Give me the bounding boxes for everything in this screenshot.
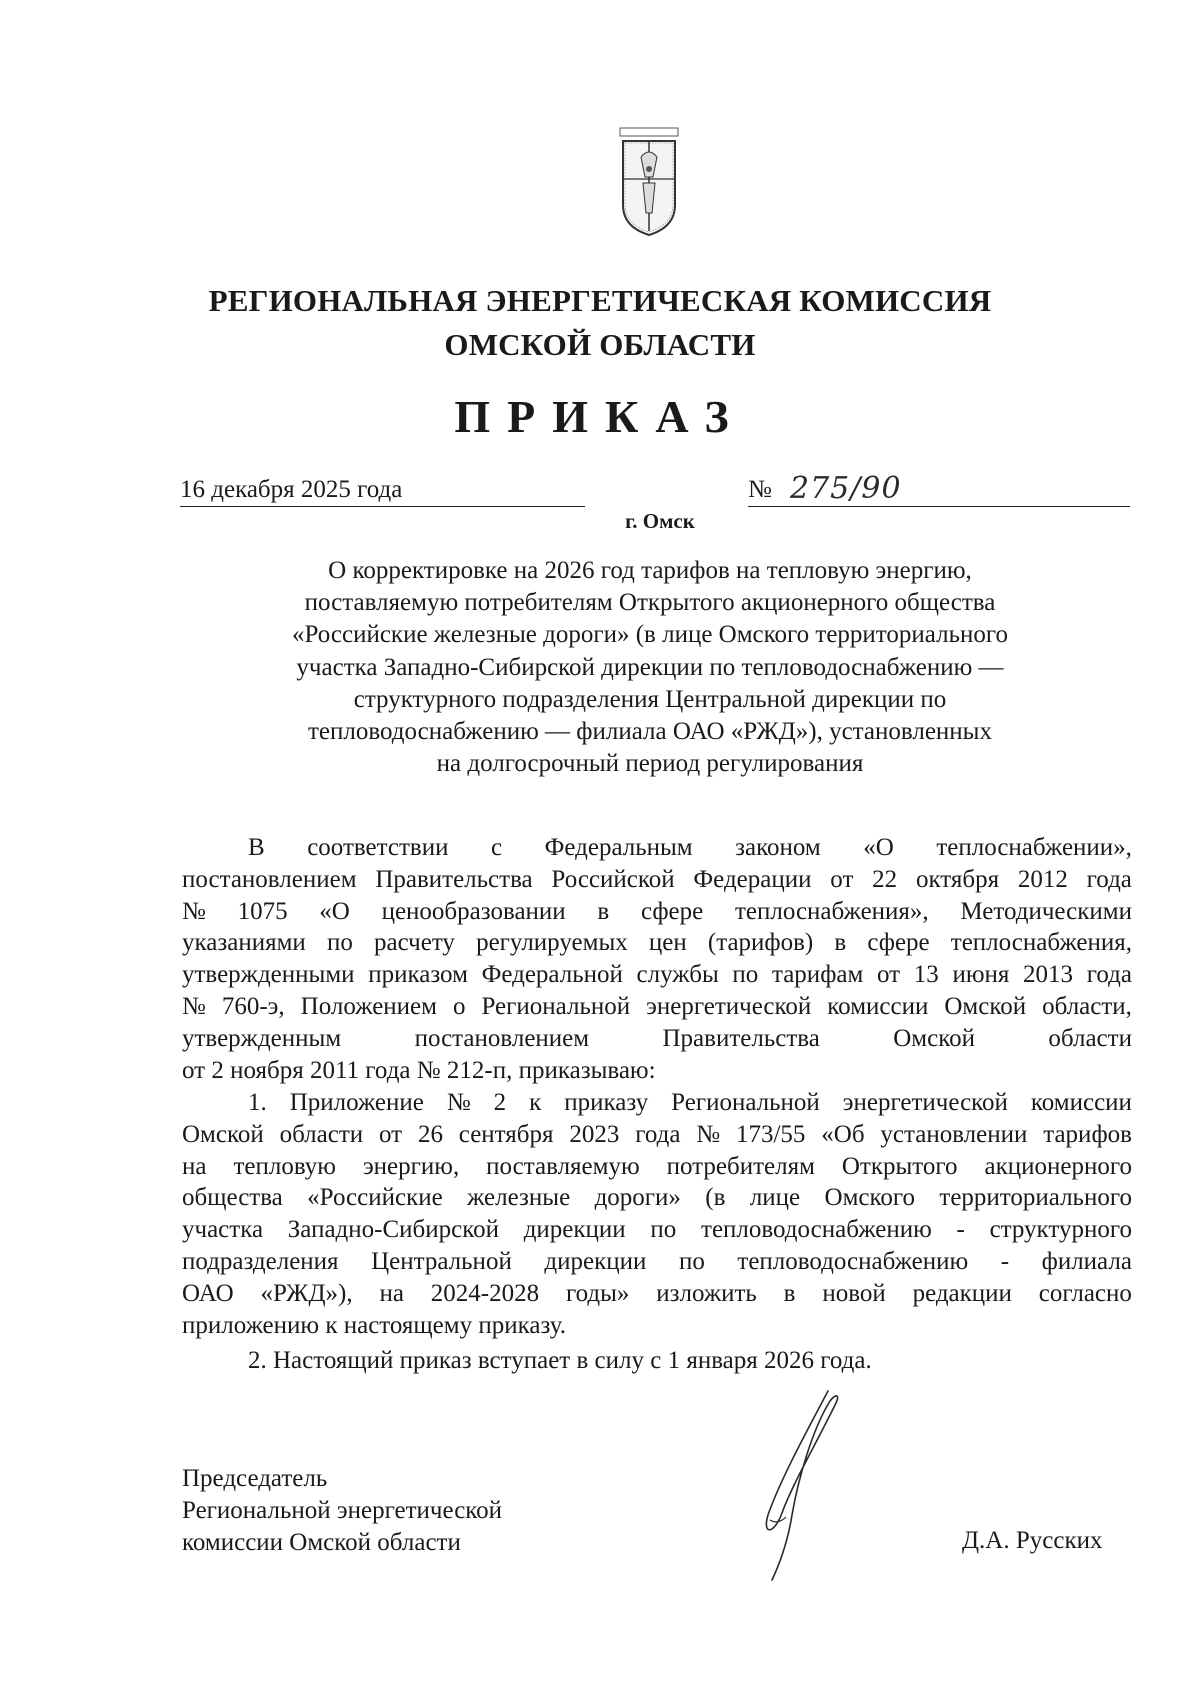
word: года: [1086, 865, 1132, 893]
word: 173/55: [735, 1120, 806, 1148]
order-item-1: [182, 1087, 1132, 1341]
word: энергетической: [646, 992, 812, 1020]
word: №: [696, 1120, 721, 1148]
word: на: [379, 1279, 404, 1307]
word: сфере: [867, 929, 930, 957]
preamble-line: от 2 ноября 2011 года № 212-п, приказываю:: [182, 1056, 656, 1084]
word: Омской: [944, 992, 1027, 1020]
word: Российской: [551, 865, 675, 893]
word: подразделения: [182, 1247, 339, 1275]
word: 13: [913, 961, 939, 989]
item1-line: [182, 1119, 1132, 1151]
document-date: 16 декабря 2025 года: [180, 476, 403, 503]
word: поставляемую: [486, 1152, 640, 1180]
word: лице: [749, 1184, 801, 1212]
word: тепловодоснабжению: [701, 1216, 932, 1244]
number-sign: №: [748, 476, 772, 503]
word: Правительства: [662, 1024, 820, 1052]
word: дирекции: [523, 1216, 626, 1244]
word: Федеральным: [544, 834, 693, 861]
word: комиссии: [827, 992, 929, 1020]
preamble-line: [182, 927, 1132, 959]
organization-name-line2: ОМСКОЙ ОБЛАСТИ: [444, 327, 756, 362]
word: цен: [648, 929, 687, 957]
handwritten-signature: [740, 1385, 870, 1585]
item1-line: [182, 1182, 1132, 1214]
word: по: [650, 1216, 677, 1244]
item1-line: [182, 1246, 1132, 1278]
word: Федеральной: [481, 961, 623, 989]
preamble-line: [182, 991, 1132, 1023]
word: утвержденными: [182, 961, 355, 989]
date-field: [180, 472, 585, 507]
word: редакции: [912, 1279, 1012, 1307]
word: сфере: [640, 897, 704, 925]
document-subject: [230, 555, 1070, 780]
word: Региональной: [481, 992, 631, 1020]
number-field: [748, 470, 1130, 507]
word: «Российские: [307, 1184, 443, 1212]
word: структурного: [989, 1216, 1132, 1244]
word: указаниями: [182, 929, 306, 957]
word: Центральной: [371, 1247, 512, 1275]
word: изложить: [656, 1279, 757, 1307]
document-city: г. Омск: [625, 509, 695, 533]
preamble-line: [182, 959, 1132, 991]
word: №: [182, 992, 206, 1020]
word: тарифам: [771, 961, 864, 989]
word: филиала: [1041, 1247, 1132, 1275]
word: тарифов: [1043, 1120, 1132, 1148]
word: 2012: [1017, 865, 1068, 893]
word: с: [490, 834, 503, 861]
word: комиссии: [1030, 1089, 1132, 1116]
word: Методическими: [960, 897, 1132, 925]
word: в: [783, 1279, 796, 1307]
preamble-line: [182, 832, 1132, 864]
word: приказу: [564, 1089, 649, 1116]
word: соответствии: [307, 834, 449, 861]
word: новой: [822, 1279, 886, 1307]
signer-position: [182, 1463, 502, 1559]
word: в: [597, 897, 610, 925]
word: энергию,: [362, 1152, 460, 1180]
word: 1.: [248, 1089, 267, 1116]
word: 2013: [1023, 961, 1074, 989]
word: по: [732, 961, 759, 989]
word: 1075: [237, 897, 288, 925]
word: теплоснабжения,: [950, 929, 1132, 957]
document-type-title: ПРИКАЗ: [454, 391, 746, 442]
word: по: [326, 929, 353, 957]
word: в: [834, 929, 847, 957]
word: участка: [182, 1216, 264, 1244]
word: Западно-Сибирской: [287, 1216, 499, 1244]
word: от: [830, 865, 854, 893]
word: от: [876, 961, 901, 989]
subject-line: участка Западно-Сибирской дирекции по тепловодоснабжению —: [296, 653, 1004, 681]
word: постановлением: [414, 1024, 590, 1052]
word: теплоснабжении»,: [936, 834, 1132, 861]
item1-line: [182, 1278, 1132, 1310]
word: «Об: [821, 1120, 865, 1148]
word: области,: [1042, 992, 1132, 1020]
subject-line: структурного подразделения Центральной дирекции по: [353, 685, 947, 713]
word: общества: [182, 1184, 283, 1212]
word: «РЖД»),: [260, 1279, 353, 1307]
word: В: [248, 834, 265, 861]
word: тепловодоснабжению: [737, 1247, 969, 1275]
word: Открытого: [841, 1152, 958, 1180]
word: потребителям: [666, 1152, 815, 1180]
word: Региональной: [671, 1089, 820, 1116]
word: №: [182, 897, 206, 925]
word: -: [956, 1216, 965, 1244]
preamble-line: [182, 1023, 1132, 1055]
word: дирекции: [544, 1247, 647, 1275]
item1-line: [182, 1151, 1132, 1183]
word: (в: [705, 1184, 726, 1212]
organization-name-line1: РЕГИОНАЛЬНАЯ ЭНЕРГЕТИЧЕСКАЯ КОМИССИЯ: [208, 283, 992, 318]
word: июня: [952, 961, 1010, 989]
subject-line: поставляемую потребителям Открытого акционерного общества: [304, 589, 996, 617]
word: области: [1048, 1024, 1132, 1052]
subject-line: «Российские железные дороги» (в лице Омского территориального: [291, 621, 1008, 649]
word: расчету: [373, 929, 455, 957]
word: согласно: [1038, 1279, 1132, 1307]
word: дороги»: [594, 1184, 681, 1212]
word: к: [529, 1089, 542, 1116]
word: года: [635, 1120, 681, 1148]
document-number: 275/90: [790, 471, 902, 506]
word: №: [446, 1089, 471, 1116]
word: законом: [735, 834, 821, 861]
word: о: [452, 992, 466, 1020]
signer-position-line: комиссии Омской области: [182, 1529, 461, 1556]
word: регулируемых: [476, 929, 628, 957]
word: Правительства: [375, 865, 533, 893]
word: годы»: [565, 1279, 630, 1307]
word: установлении: [880, 1120, 1028, 1148]
word: Омской: [182, 1120, 264, 1148]
word: «О: [319, 897, 350, 925]
word: энергетической: [842, 1089, 1008, 1116]
subject-line: тепловодоснабжению — филиала ОАО «РЖД»), установленных: [308, 718, 992, 746]
word: сентября: [458, 1120, 554, 1148]
word: Омской: [893, 1024, 975, 1052]
word: железные: [467, 1184, 571, 1212]
word: утвержденным: [182, 1024, 342, 1052]
signer-position-line: Председатель: [182, 1465, 328, 1492]
word: 22: [872, 865, 898, 893]
word: постановлением: [182, 865, 357, 893]
word: акционерного: [984, 1152, 1132, 1180]
signer-position-line: Региональной энергетической: [182, 1497, 503, 1524]
item2-line: 2. Настоящий приказ вступает в силу с 1 января 2026 года.: [248, 1347, 872, 1374]
word: Положением: [300, 992, 437, 1020]
word: ОАО: [182, 1279, 234, 1307]
word: на: [182, 1152, 207, 1180]
word: «О: [863, 834, 894, 861]
word: по: [678, 1247, 705, 1275]
item1-line: приложению к настоящему приказу.: [182, 1311, 567, 1339]
word: октября: [915, 865, 1000, 893]
preamble-line: [182, 864, 1132, 896]
word: службы: [636, 961, 719, 989]
word: тепловую: [233, 1152, 336, 1180]
word: Омского: [824, 1184, 916, 1212]
word: 2024-2028: [430, 1279, 540, 1307]
word: 760-э,: [221, 992, 285, 1020]
word: от: [379, 1120, 403, 1148]
word: -: [1000, 1247, 1010, 1275]
subject-line: на долгосрочный период регулирования: [436, 750, 864, 778]
word: Приложение: [289, 1089, 424, 1116]
word: 26: [417, 1120, 443, 1148]
signer-name: Д.А. Русских: [962, 1527, 1103, 1554]
word: области: [279, 1120, 364, 1148]
word: (тарифов): [707, 929, 814, 957]
word: года: [1086, 961, 1132, 989]
word: ценообразовании: [381, 897, 566, 925]
item1-line: [182, 1087, 1132, 1119]
subject-line: О корректировке на 2026 год тарифов на тепловую энергию,: [328, 557, 972, 584]
word: приказом: [368, 961, 468, 989]
word: теплоснабжения»,: [734, 897, 929, 925]
order-item-2: [182, 1345, 1132, 1377]
word: 2: [493, 1089, 507, 1116]
word: Федерации: [693, 865, 812, 893]
omsk-coat-of-arms-icon: [619, 127, 679, 237]
word: территориального: [939, 1184, 1132, 1212]
preamble-line: [182, 896, 1132, 928]
preamble: [182, 832, 1132, 1086]
word: 2023: [569, 1120, 620, 1148]
item1-line: [182, 1214, 1132, 1246]
